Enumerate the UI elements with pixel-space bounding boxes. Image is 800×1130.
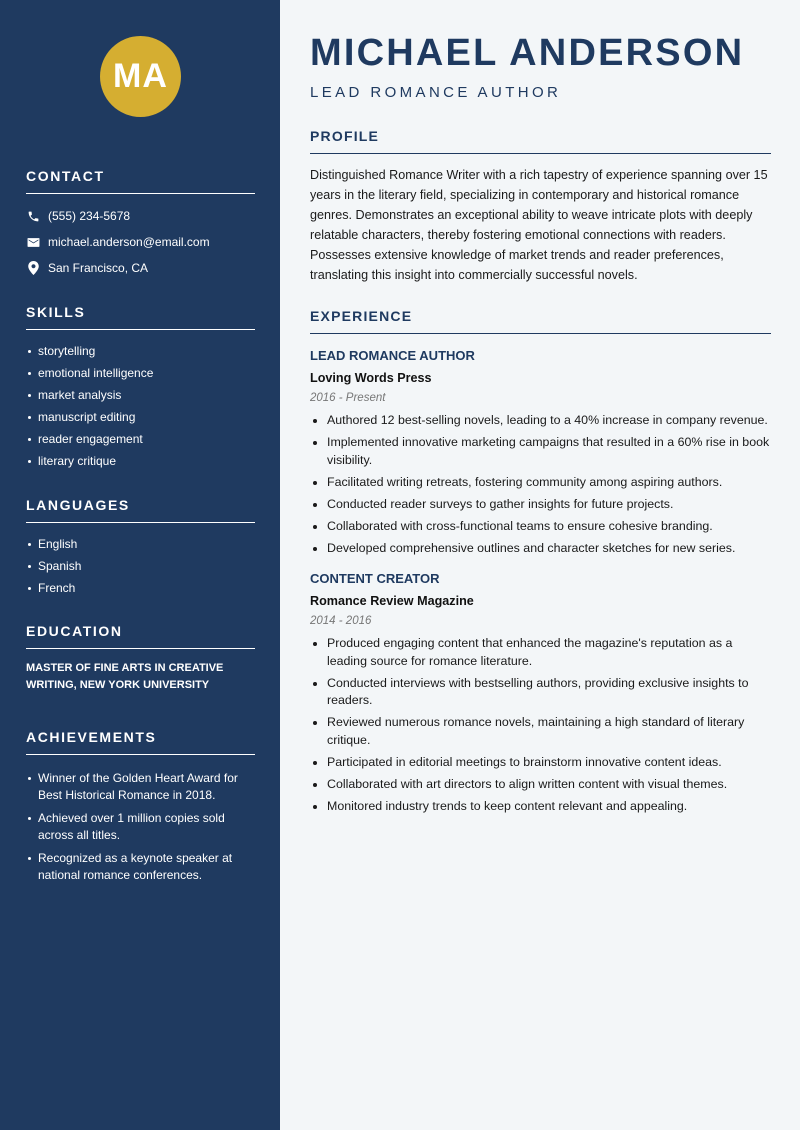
job-bullet: Collaborated with cross-functional teams to ensure cohesive branding.: [310, 518, 771, 536]
achievement-item: Recognized as a keynote speaker at national romance conferences.: [26, 850, 255, 884]
contact-phone: [26, 203, 255, 229]
skills-heading: SKILLS: [26, 304, 255, 330]
email-icon: [26, 235, 40, 249]
candidate-name: MICHAEL ANDERSON: [310, 32, 745, 74]
skill-item: market analysis: [26, 384, 255, 406]
languages-list: [26, 533, 255, 599]
languages-section: [26, 497, 255, 599]
experience-section: [310, 308, 771, 820]
skills-section: [26, 304, 255, 472]
sidebar: [0, 0, 280, 1130]
phone-icon: [26, 209, 40, 223]
profile-text: Distinguished Romance Writer with a rich tapestry of experience spanning over 15 years in the literary field, specializing in contemporary and historical romance genres. Demonstrates an exceptional ability to weave intricate plots with deeply relatable characters, thereby fostering emotional connections with readers. Possesses extensive knowledge of market trends and reader preferences, translating this insight into commercially successful novels.: [310, 168, 768, 282]
languages-heading: LANGUAGES: [26, 497, 255, 523]
location-text: San Francisco, CA: [48, 261, 149, 275]
profile-heading: PROFILE: [310, 128, 771, 154]
job-bullet: Produced engaging content that enhanced the magazine's reputation as a leading source for romance literature.: [310, 635, 771, 670]
contact-email: [26, 229, 255, 255]
experience-heading: EXPERIENCE: [310, 308, 771, 334]
skill-item: literary critique: [26, 450, 255, 472]
email-text: michael.anderson@email.com: [48, 235, 210, 249]
job-bullets: [310, 412, 771, 557]
job-bullet: Developed comprehensive outlines and character sketches for new series.: [310, 540, 771, 558]
phone-text: (555) 234-5678: [48, 209, 131, 223]
job-bullet: Collaborated with art directors to align written content with visual themes.: [310, 776, 771, 794]
candidate-role: LEAD ROMANCE AUTHOR: [310, 84, 562, 101]
language-item: English: [26, 533, 255, 555]
job-bullet: Implemented innovative marketing campaigns that resulted in a 60% rise in book visibility.: [310, 434, 771, 469]
achievement-item: Achieved over 1 million copies sold across all titles.: [26, 810, 255, 844]
skill-item: storytelling: [26, 340, 255, 362]
job-company: Loving Words Press: [310, 371, 432, 385]
job-bullet: Facilitated writing retreats, fostering community among aspiring authors.: [310, 474, 771, 492]
job-bullet: Conducted reader surveys to gather insights for future projects.: [310, 496, 771, 514]
education-degree: MASTER OF FINE ARTS IN CREATIVE WRITING, NEW YORK UNIVERSITY: [26, 662, 224, 691]
profile-section: [310, 128, 771, 285]
job-entry: [310, 348, 771, 557]
contact-location: [26, 255, 255, 281]
job-bullet: Reviewed numerous romance novels, maintaining a high standard of literary critique.: [310, 714, 771, 749]
skill-item: emotional intelligence: [26, 362, 255, 384]
contact-section: [26, 168, 255, 281]
job-bullet: Conducted interviews with bestselling authors, providing exclusive insights to readers.: [310, 675, 771, 710]
achievements-list: [26, 770, 255, 884]
avatar: MA: [100, 36, 181, 117]
language-item: French: [26, 577, 255, 599]
skills-list: [26, 340, 255, 472]
job-bullets: [310, 635, 771, 815]
education-section: [26, 623, 255, 694]
job-dates: 2014 - 2016: [310, 615, 372, 627]
achievements-heading: ACHIEVEMENTS: [26, 729, 255, 755]
education-heading: EDUCATION: [26, 623, 255, 649]
job-bullet: Authored 12 best-selling novels, leading to a 40% increase in company revenue.: [310, 412, 771, 430]
achievement-item: Winner of the Golden Heart Award for Best Historical Romance in 2018.: [26, 770, 255, 804]
job-bullet: Monitored industry trends to keep content relevant and appealing.: [310, 798, 771, 816]
job-entry: [310, 571, 771, 815]
location-pin-icon: [26, 261, 40, 275]
job-title: CONTENT CREATOR: [310, 571, 440, 586]
contact-heading: CONTACT: [26, 168, 255, 194]
job-company: Romance Review Magazine: [310, 594, 474, 608]
job-bullet: Participated in editorial meetings to brainstorm innovative content ideas.: [310, 754, 771, 772]
skill-item: reader engagement: [26, 428, 255, 450]
skill-item: manuscript editing: [26, 406, 255, 428]
job-title: LEAD ROMANCE AUTHOR: [310, 348, 475, 363]
language-item: Spanish: [26, 555, 255, 577]
achievements-section: [26, 729, 255, 890]
main-content: [280, 0, 800, 1130]
job-dates: 2016 - Present: [310, 392, 386, 404]
